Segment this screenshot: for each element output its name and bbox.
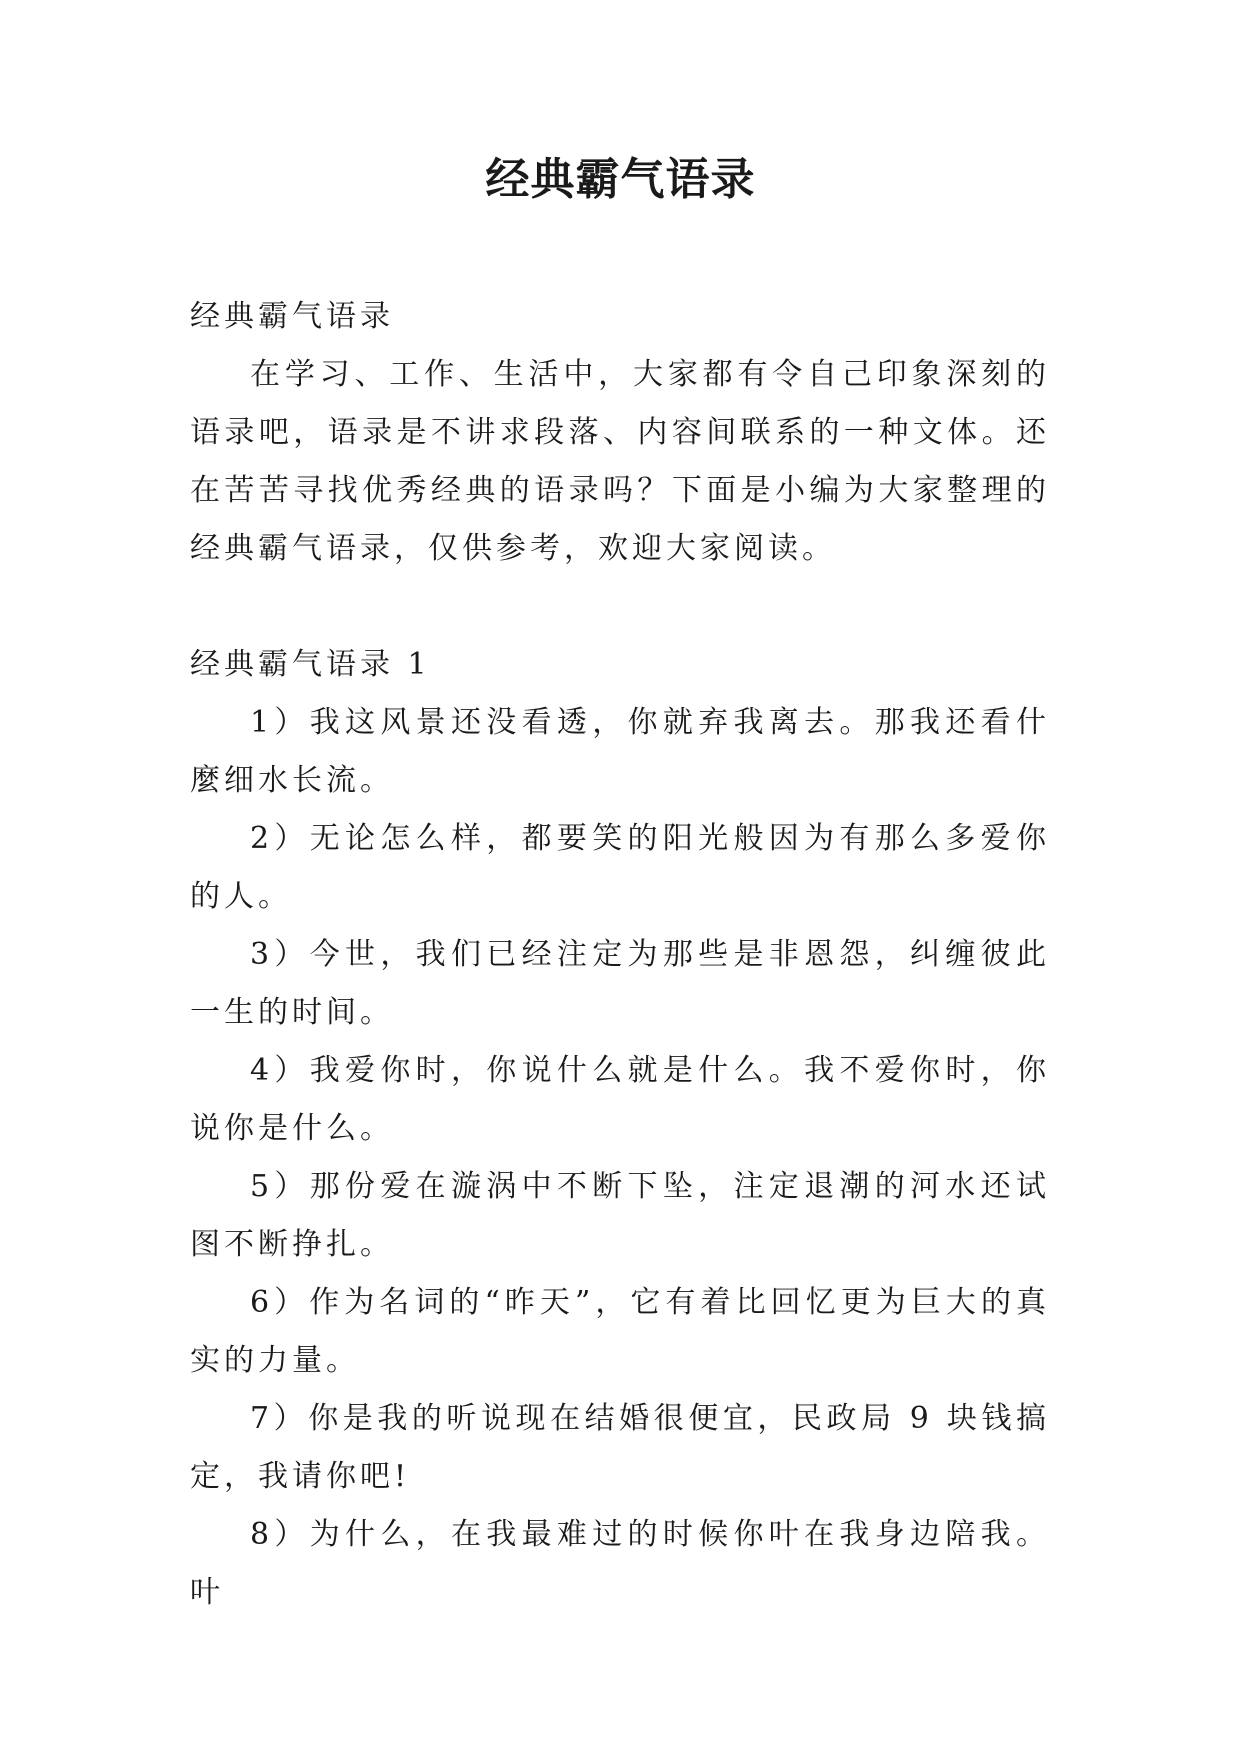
- intro-paragraph: 在学习、工作、生活中，大家都有令自己印象深刻的语录吧，语录是不讲求段落、内容间联系的一种文体。还在苦苦寻找优秀经典的语录吗？下面是小编为大家整理的经典霸气语录，仅供参考，欢迎大家阅读。: [190, 357, 1050, 566]
- document-body: [190, 288, 1050, 1622]
- list-item: 4）我爱你时，你说什么就是什么。我不爱你时，你说你是什么。: [190, 1053, 1050, 1146]
- document-title: 经典霸气语录: [485, 154, 756, 205]
- list-item: 5）那份爱在漩涡中不断下坠，注定退潮的河水还试图不断挣扎。: [190, 1169, 1050, 1262]
- document-subtitle: 经典霸气语录: [190, 299, 394, 334]
- section-heading: 经典霸气语录 1: [190, 647, 431, 682]
- list-item: 1）我这风景还没看透，你就弃我离去。那我还看什麼细水长流。: [190, 705, 1050, 798]
- list-item: 2）无论怎么样，都要笑的阳光般因为有那么多爱你的人。: [190, 821, 1050, 914]
- list-item: 7）你是我的听说现在结婚很便宜，民政局 9 块钱搞定，我请你吧!: [190, 1401, 1050, 1494]
- list-item: 6）作为名词的“昨天”，它有着比回忆更为巨大的真实的力量。: [190, 1285, 1050, 1378]
- list-item: 8）为什么，在我最难过的时候你叶在我身边陪我。叶: [190, 1517, 1050, 1610]
- list-item: 3）今世，我们已经注定为那些是非恩怨，纠缠彼此一生的时间。: [190, 937, 1050, 1030]
